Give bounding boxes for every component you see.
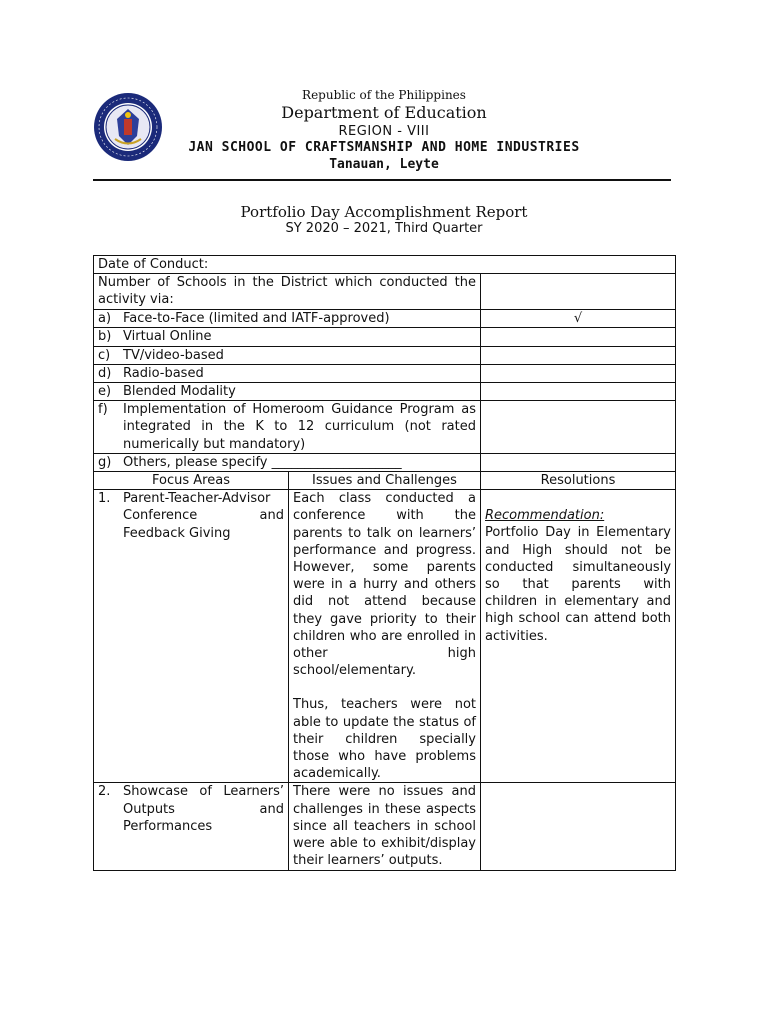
item-label: g) xyxy=(98,454,112,470)
report-title: Portfolio Day Accomplishment Report xyxy=(240,203,528,221)
header-divider xyxy=(93,179,671,181)
item-label: a) xyxy=(98,311,112,327)
modality-row xyxy=(94,310,676,328)
item-mark xyxy=(481,364,676,382)
item-text: Virtual Online xyxy=(123,329,212,345)
school-name: JAN SCHOOL OF CRAFTSMANSHIP AND HOME INDUSTRIES xyxy=(188,140,580,155)
column-header: Resolutions xyxy=(481,472,676,490)
resolution-text xyxy=(481,783,676,870)
issue-text-continued: Thus, teachers were not able to update the status of their children specially those who have problems academically. xyxy=(293,697,476,782)
item-mark xyxy=(481,383,676,401)
number-of-schools-label: Number of Schools in the District which conducted the activity via: xyxy=(94,274,481,310)
modality-row xyxy=(94,328,676,346)
item-label: f) xyxy=(98,402,108,418)
focus-area: Showcase of Learners’ Outputs and Performances xyxy=(123,784,284,834)
item-mark xyxy=(481,401,676,454)
modality-row xyxy=(94,346,676,364)
item-text: Face-to-Face (limited and IATF-approved) xyxy=(123,311,390,327)
item-text: Radio-based xyxy=(123,365,204,381)
row-number: 1. xyxy=(98,491,111,507)
column-header-row xyxy=(94,472,676,490)
focus-row xyxy=(94,783,676,870)
region-line: REGION - VIII xyxy=(338,124,430,139)
row-number: 2. xyxy=(98,784,111,800)
item-text: Implementation of Homeroom Guidance Program as integrated in the K to 12 curriculum (not rated numerically but mandatory) xyxy=(123,402,476,452)
column-header: Focus Areas xyxy=(94,472,289,490)
item-label: d) xyxy=(98,365,112,381)
accomplishment-table xyxy=(93,255,676,871)
number-row xyxy=(94,274,676,310)
number-of-schools-value xyxy=(481,274,676,310)
date-row xyxy=(94,256,676,274)
town-line: Tanauan, Leyte xyxy=(329,157,439,172)
item-mark xyxy=(481,328,676,346)
item-label: b) xyxy=(98,329,112,345)
modality-row xyxy=(94,383,676,401)
focus-area: Parent-Teacher-Advisor Conference and Feedback Giving xyxy=(123,491,284,541)
column-header: Issues and Challenges xyxy=(289,472,481,490)
item-text: Blended Modality xyxy=(123,384,236,400)
issue-text: Each class conducted a conference with the parents to talk on learners’ performance and progress. However, some parents were in a hurry and others did not attend because they gave priority to their children who are enrolled in other high school/elementary. xyxy=(293,491,476,679)
date-of-conduct-label: Date of Conduct: xyxy=(94,256,676,274)
republic-line: Republic of the Philippines xyxy=(302,88,466,102)
checkmark: √ xyxy=(481,310,676,328)
item-text: Others, please specify ____________________ xyxy=(123,454,402,470)
report-subtitle: SY 2020 – 2021, Third Quarter xyxy=(285,221,483,236)
focus-row xyxy=(94,490,676,783)
modality-row xyxy=(94,364,676,382)
item-mark xyxy=(481,346,676,364)
resolution-text: Portfolio Day in Elementary and High should not be conducted simultaneously so that parents with children in elementary and high school can attend both activities. xyxy=(485,525,672,644)
department-name: Department of Education xyxy=(281,103,487,122)
item-mark xyxy=(481,453,676,471)
issue-text: There were no issues and challenges in these aspects since all teachers in school were able to exhibit/display their learners’ outputs. xyxy=(293,784,476,869)
modality-row xyxy=(94,401,676,454)
recommendation-heading: Recommendation: xyxy=(485,508,605,524)
item-text: TV/video-based xyxy=(123,347,224,363)
item-label: e) xyxy=(98,384,112,400)
modality-row xyxy=(94,453,676,471)
item-label: c) xyxy=(98,347,111,363)
